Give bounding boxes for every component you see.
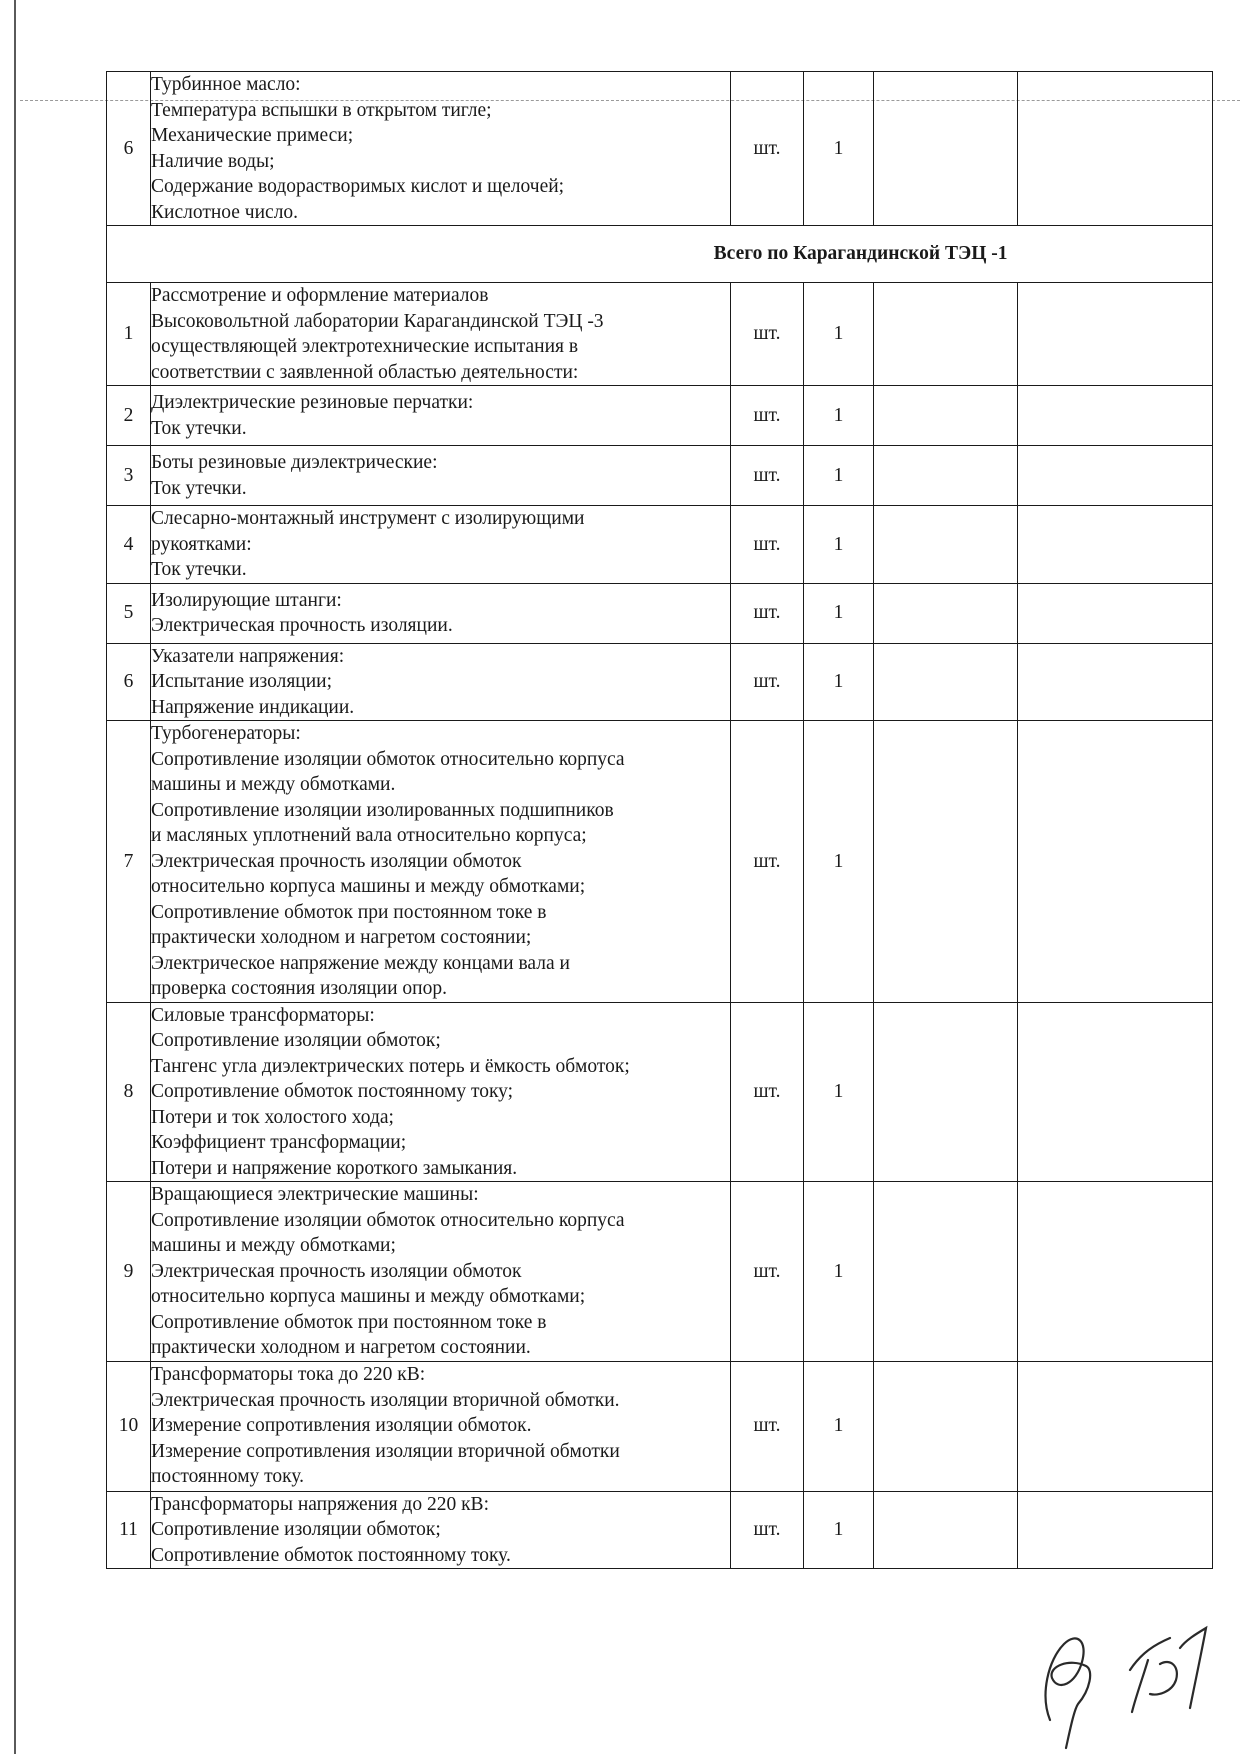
services-table-body bbox=[107, 72, 1213, 1569]
description-line: Сопротивление обмоток постоянному току. bbox=[151, 1544, 511, 1566]
description-line: Трансформаторы напряжения до 220 кВ: bbox=[151, 1493, 489, 1515]
row-unit: шт. bbox=[731, 283, 804, 386]
row-sum-empty bbox=[1018, 506, 1213, 584]
description-line: Наличие воды; bbox=[151, 150, 275, 172]
description-line: практически холодном и нагретом состоянии; bbox=[151, 927, 532, 948]
row-quantity: 1 bbox=[804, 1361, 874, 1491]
row-number: 6 bbox=[107, 643, 151, 721]
row-quantity: 1 bbox=[804, 386, 874, 446]
description-line: осуществляющей электротехнические испытания в bbox=[151, 336, 579, 357]
description-line: и масляных уплотнений вала относительно корпуса; bbox=[151, 825, 587, 846]
row-sum-empty bbox=[1018, 1361, 1213, 1491]
description-line: рукоятками: bbox=[151, 533, 252, 555]
row-sum-empty bbox=[1018, 583, 1213, 643]
row-number: 10 bbox=[107, 1361, 151, 1491]
row-quantity: 1 bbox=[804, 446, 874, 506]
row-sum-empty bbox=[1018, 446, 1213, 506]
description-line: Температура вспышки в открытом тигле; bbox=[151, 99, 492, 121]
description-line: Слесарно-монтажный инструмент с изолирующими bbox=[151, 508, 585, 529]
description-line: соответствии с заявленной областью деятельности: bbox=[151, 361, 579, 383]
description-line: Коэффициент трансформации; bbox=[151, 1132, 407, 1153]
description-line: Кислотное число. bbox=[151, 201, 299, 223]
row-price-empty bbox=[874, 1361, 1018, 1491]
description-line: Измерение сопротивления изоляции вторичной обмотки bbox=[151, 1440, 620, 1462]
description-line: Тангенс угла диэлектрических потерь и ёмкость обмоток; bbox=[151, 1055, 630, 1077]
row-quantity: 1 bbox=[804, 283, 874, 386]
table-row bbox=[107, 1002, 1213, 1182]
row-number: 7 bbox=[107, 721, 151, 1003]
row-quantity: 1 bbox=[804, 506, 874, 584]
row-sum-empty bbox=[1018, 1491, 1213, 1569]
row-quantity: 1 bbox=[804, 1182, 874, 1362]
description-line: Измерение сопротивления изоляции обмоток. bbox=[151, 1415, 532, 1437]
table-row bbox=[107, 506, 1213, 584]
description-line: Боты резиновые диэлектрические: bbox=[151, 452, 438, 473]
description-line: Электрическое напряжение между концами вала и bbox=[151, 952, 570, 974]
row-sum-empty bbox=[1018, 1002, 1213, 1182]
description-line: Диэлектрические резиновые перчатки: bbox=[151, 392, 474, 413]
table-row bbox=[107, 643, 1213, 721]
row-number: 5 bbox=[107, 583, 151, 643]
row-unit: шт. bbox=[731, 72, 804, 226]
description-line: Электрическая прочность изоляции. bbox=[151, 615, 453, 636]
row-price-empty bbox=[874, 283, 1018, 386]
description-line: постоянному току. bbox=[151, 1466, 305, 1488]
row-sum-empty bbox=[1018, 386, 1213, 446]
row-sum-empty bbox=[1018, 1182, 1213, 1362]
description-line: Электрическая прочность изоляции вторичной обмотки. bbox=[151, 1389, 620, 1411]
row-price-empty bbox=[874, 721, 1018, 1003]
services-table bbox=[106, 71, 1213, 1569]
row-number: 6 bbox=[107, 72, 151, 226]
total-sum-empty bbox=[1018, 226, 1213, 283]
row-description bbox=[151, 386, 731, 446]
handwritten-signature bbox=[1030, 1600, 1220, 1750]
row-description bbox=[151, 1361, 731, 1491]
table-row bbox=[107, 1361, 1213, 1491]
description-line: Указатели напряжения: bbox=[151, 645, 345, 667]
table-row bbox=[107, 721, 1213, 1003]
description-line: Сопротивление обмоток при постоянном токе в bbox=[151, 1311, 547, 1333]
row-description bbox=[151, 1491, 731, 1569]
row-quantity: 1 bbox=[804, 1002, 874, 1182]
row-unit: шт. bbox=[731, 506, 804, 584]
row-quantity: 1 bbox=[804, 721, 874, 1003]
description-line: машины и между обмотками; bbox=[151, 1235, 396, 1256]
row-sum-empty bbox=[1018, 721, 1213, 1003]
description-line: Сопротивление изоляции обмоток относительно корпуса bbox=[151, 748, 625, 770]
description-line: Трансформаторы тока до 220 кВ: bbox=[151, 1364, 426, 1386]
row-price-empty bbox=[874, 1182, 1018, 1362]
table-row bbox=[107, 1491, 1213, 1569]
row-number: 3 bbox=[107, 446, 151, 506]
row-price-empty bbox=[874, 643, 1018, 721]
description-line: Электрическая прочность изоляции обмоток bbox=[151, 850, 522, 872]
row-price-empty bbox=[874, 386, 1018, 446]
description-line: машины и между обмотками. bbox=[151, 774, 396, 795]
description-line: Электрическая прочность изоляции обмоток bbox=[151, 1260, 522, 1282]
row-price-empty bbox=[874, 583, 1018, 643]
row-unit: шт. bbox=[731, 721, 804, 1003]
row-description bbox=[151, 721, 731, 1003]
row-description bbox=[151, 506, 731, 584]
description-line: Сопротивление обмоток при постоянном токе в bbox=[151, 901, 547, 923]
table-row bbox=[107, 386, 1213, 446]
row-unit: шт. bbox=[731, 386, 804, 446]
description-line: Ток утечки. bbox=[151, 417, 247, 439]
description-line: Высоковольтной лаборатории Карагандинской ТЭЦ -3 bbox=[151, 310, 604, 332]
description-line: Рассмотрение и оформление материалов bbox=[151, 285, 489, 306]
row-sum-empty bbox=[1018, 643, 1213, 721]
total-label: Всего по Карагандинской ТЭЦ -1 bbox=[107, 226, 1018, 283]
row-number: 8 bbox=[107, 1002, 151, 1182]
row-sum-empty bbox=[1018, 283, 1213, 386]
row-unit: шт. bbox=[731, 643, 804, 721]
row-quantity: 1 bbox=[804, 643, 874, 721]
row-description bbox=[151, 643, 731, 721]
description-line: Силовые трансформаторы: bbox=[151, 1004, 375, 1026]
row-number: 4 bbox=[107, 506, 151, 584]
row-price-empty bbox=[874, 446, 1018, 506]
description-line: Сопротивление изоляции обмоток; bbox=[151, 1519, 441, 1540]
table-row bbox=[107, 1182, 1213, 1362]
description-line: Содержание водорастворимых кислот и щелочей; bbox=[151, 176, 565, 197]
row-description bbox=[151, 72, 731, 226]
row-price-empty bbox=[874, 1491, 1018, 1569]
description-line: Сопротивление обмоток постоянному току; bbox=[151, 1081, 514, 1102]
description-line: Ток утечки. bbox=[151, 477, 247, 499]
description-line: Потери и напряжение короткого замыкания. bbox=[151, 1157, 518, 1179]
description-line: Испытание изоляции; bbox=[151, 671, 333, 692]
description-line: Изолирующие штанги: bbox=[151, 589, 342, 611]
row-price-empty bbox=[874, 1002, 1018, 1182]
row-unit: шт. bbox=[731, 583, 804, 643]
row-number: 9 bbox=[107, 1182, 151, 1362]
row-unit: шт. bbox=[731, 1361, 804, 1491]
description-line: относительно корпуса машины и между обмотками; bbox=[151, 1286, 586, 1307]
description-line: Вращающиеся электрические машины: bbox=[151, 1184, 479, 1205]
description-line: относительно корпуса машины и между обмотками; bbox=[151, 876, 586, 897]
row-unit: шт. bbox=[731, 1182, 804, 1362]
row-description bbox=[151, 1002, 731, 1182]
table-row bbox=[107, 72, 1213, 226]
row-number: 2 bbox=[107, 386, 151, 446]
scan-left-edge bbox=[14, 0, 16, 1754]
row-quantity: 1 bbox=[804, 72, 874, 226]
row-number: 11 bbox=[107, 1491, 151, 1569]
description-line: Турбогенераторы: bbox=[151, 723, 301, 744]
row-description bbox=[151, 283, 731, 386]
table-row bbox=[107, 446, 1213, 506]
row-price-empty bbox=[874, 72, 1018, 226]
row-number: 1 bbox=[107, 283, 151, 386]
total-row bbox=[107, 226, 1213, 283]
row-description bbox=[151, 446, 731, 506]
table-row bbox=[107, 283, 1213, 386]
row-quantity: 1 bbox=[804, 1491, 874, 1569]
row-sum-empty bbox=[1018, 72, 1213, 226]
row-unit: шт. bbox=[731, 446, 804, 506]
description-line: Ток утечки. bbox=[151, 559, 247, 580]
row-unit: шт. bbox=[731, 1491, 804, 1569]
description-line: Турбинное масло: bbox=[151, 74, 301, 95]
description-line: Потери и ток холостого хода; bbox=[151, 1106, 394, 1128]
description-line: Сопротивление изоляции обмоток; bbox=[151, 1030, 441, 1051]
description-line: Механические примеси; bbox=[151, 125, 354, 146]
row-quantity: 1 bbox=[804, 583, 874, 643]
row-description bbox=[151, 1182, 731, 1362]
row-price-empty bbox=[874, 506, 1018, 584]
description-line: Сопротивление изоляции изолированных подшипников bbox=[151, 799, 614, 821]
row-unit: шт. bbox=[731, 1002, 804, 1182]
row-description bbox=[151, 583, 731, 643]
table-row bbox=[107, 583, 1213, 643]
description-line: практически холодном и нагретом состоянии. bbox=[151, 1337, 531, 1358]
description-line: проверка состояния изоляции опор. bbox=[151, 978, 447, 999]
description-line: Напряжение индикации. bbox=[151, 696, 355, 718]
description-line: Сопротивление изоляции обмоток относительно корпуса bbox=[151, 1209, 625, 1231]
